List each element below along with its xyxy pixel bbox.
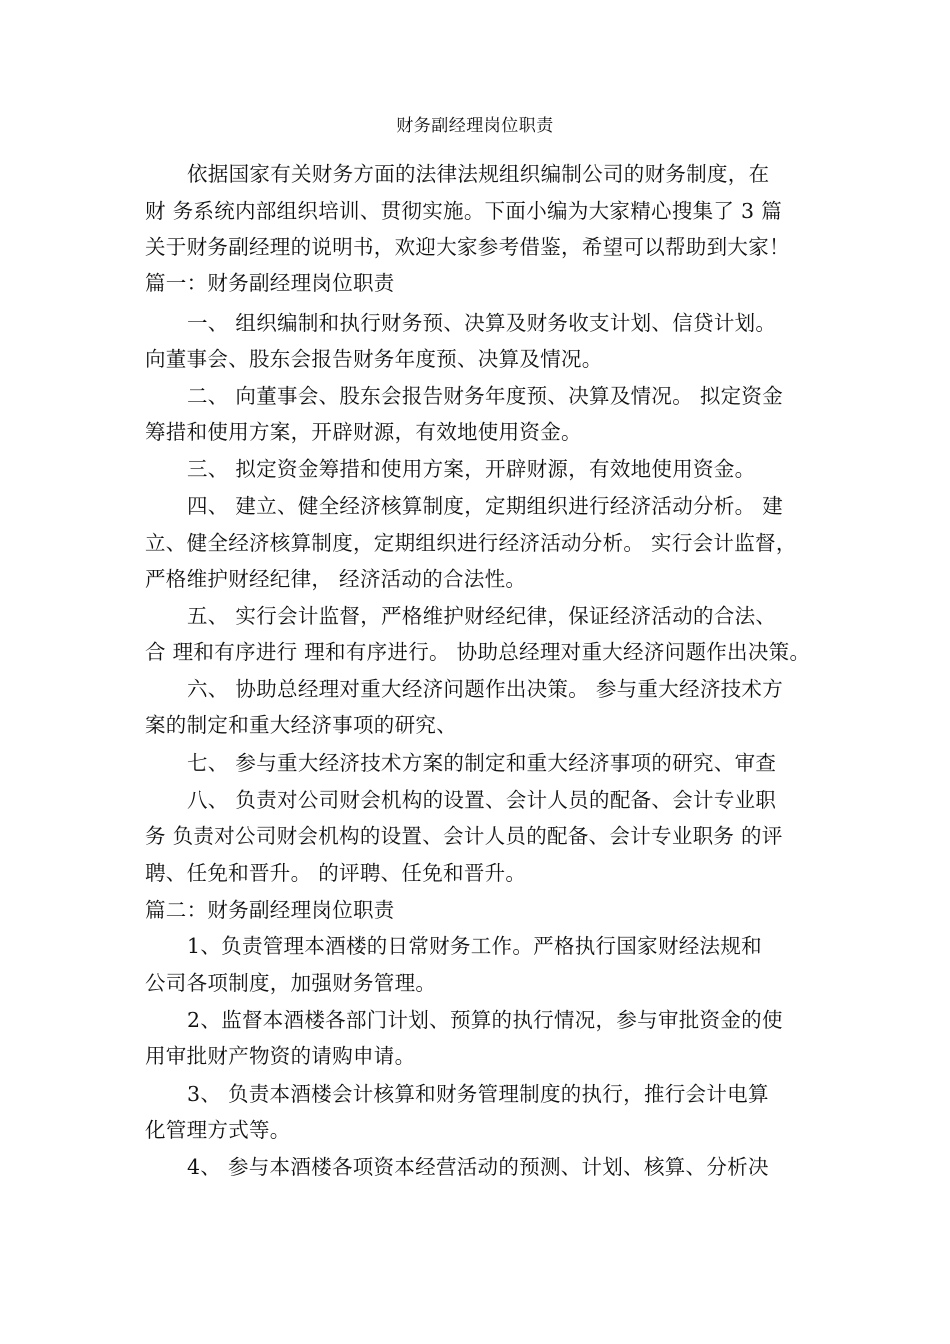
item-5-line-1: 五、 实行会计监督，严格维护财经纪律，保证经济活动的合法、 <box>187 604 777 628</box>
item-2-line-1: 二、 向董事会、股东会报告财务年度预、决算及情况。 拟定资金 <box>187 384 784 408</box>
duty-4-line-1: 4、 参与本酒楼各项资本经营活动的预测、计划、核算、分析决 <box>187 1155 769 1179</box>
duty-2-line-1: 2、监督本酒楼各部门计划、预算的执行情况，参与审批资金的使 <box>187 1008 783 1032</box>
item-4-line-3: 严格维护财经纪律， 经济活动的合法性。 <box>145 567 527 591</box>
duty-1-line-2: 公司各项制度，加强财务管理。 <box>145 971 437 995</box>
intro-line-2: 财 务系统内部组织培训、贯彻实施。下面小编为大家精心搜集了 3 篇 <box>145 199 782 223</box>
item-4-line-1: 四、 建立、健全经济核算制度，定期组织进行经济活动分析。 建 <box>187 494 784 518</box>
item-8-line-3: 聘、任免和晋升。 的评聘、任免和晋升。 <box>145 861 527 885</box>
item-3-line-1: 三、 拟定资金筹措和使用方案，开辟财源，有效地使用资金。 <box>187 457 756 481</box>
item-4-line-2: 立、健全经济核算制度，定期组织进行经济活动分析。 实行会计监督， <box>145 531 797 555</box>
item-8-line-2: 务 负责对公司财会机构的设置、会计人员的配备、会计专业职务 的评 <box>145 824 783 848</box>
duty-1-line-1: 1、负责管理本酒楼的日常财务工作。严格执行国家财经法规和 <box>187 934 762 958</box>
duty-2-line-2: 用审批财产物资的请购申请。 <box>145 1044 416 1068</box>
item-5-line-2: 合 理和有序进行 理和有序进行。 协助总经理对重大经济问题作出决策。 <box>145 640 811 664</box>
intro-line-1: 依据国家有关财务方面的法律法规组织编制公司的财务制度，在 <box>187 162 770 186</box>
section-heading-1: 篇一：财务副经理岗位职责 <box>145 271 395 295</box>
item-1-line-2: 向董事会、股东会报告财务年度预、决算及情况。 <box>145 347 603 371</box>
item-2-line-2: 筹措和使用方案，开辟财源，有效地使用资金。 <box>145 420 582 444</box>
intro-line-3: 关于财务副经理的说明书，欢迎大家参考借鉴，希望可以帮助到大家！ <box>145 235 790 259</box>
section-heading-2: 篇二：财务副经理岗位职责 <box>145 898 395 922</box>
item-6-line-2: 案的制定和重大经济事项的研究、 <box>145 713 457 737</box>
duty-3-line-1: 3、 负责本酒楼会计核算和财务管理制度的执行，推行会计电算 <box>187 1082 769 1106</box>
item-1-line-1: 一、 组织编制和执行财务预、决算及财务收支计划、信贷计划。 <box>187 311 777 335</box>
item-8-line-1: 八、 负责对公司财会机构的设置、会计人员的配备、会计专业职 <box>187 788 777 812</box>
duty-3-line-2: 化管理方式等。 <box>145 1118 291 1142</box>
item-6-line-1: 六、 协助总经理对重大经济问题作出决策。 参与重大经济技术方 <box>187 677 784 701</box>
document-title: 财务副经理岗位职责 <box>396 116 554 136</box>
item-7-line-1: 七、 参与重大经济技术方案的制定和重大经济事项的研究、审查 <box>187 751 777 775</box>
